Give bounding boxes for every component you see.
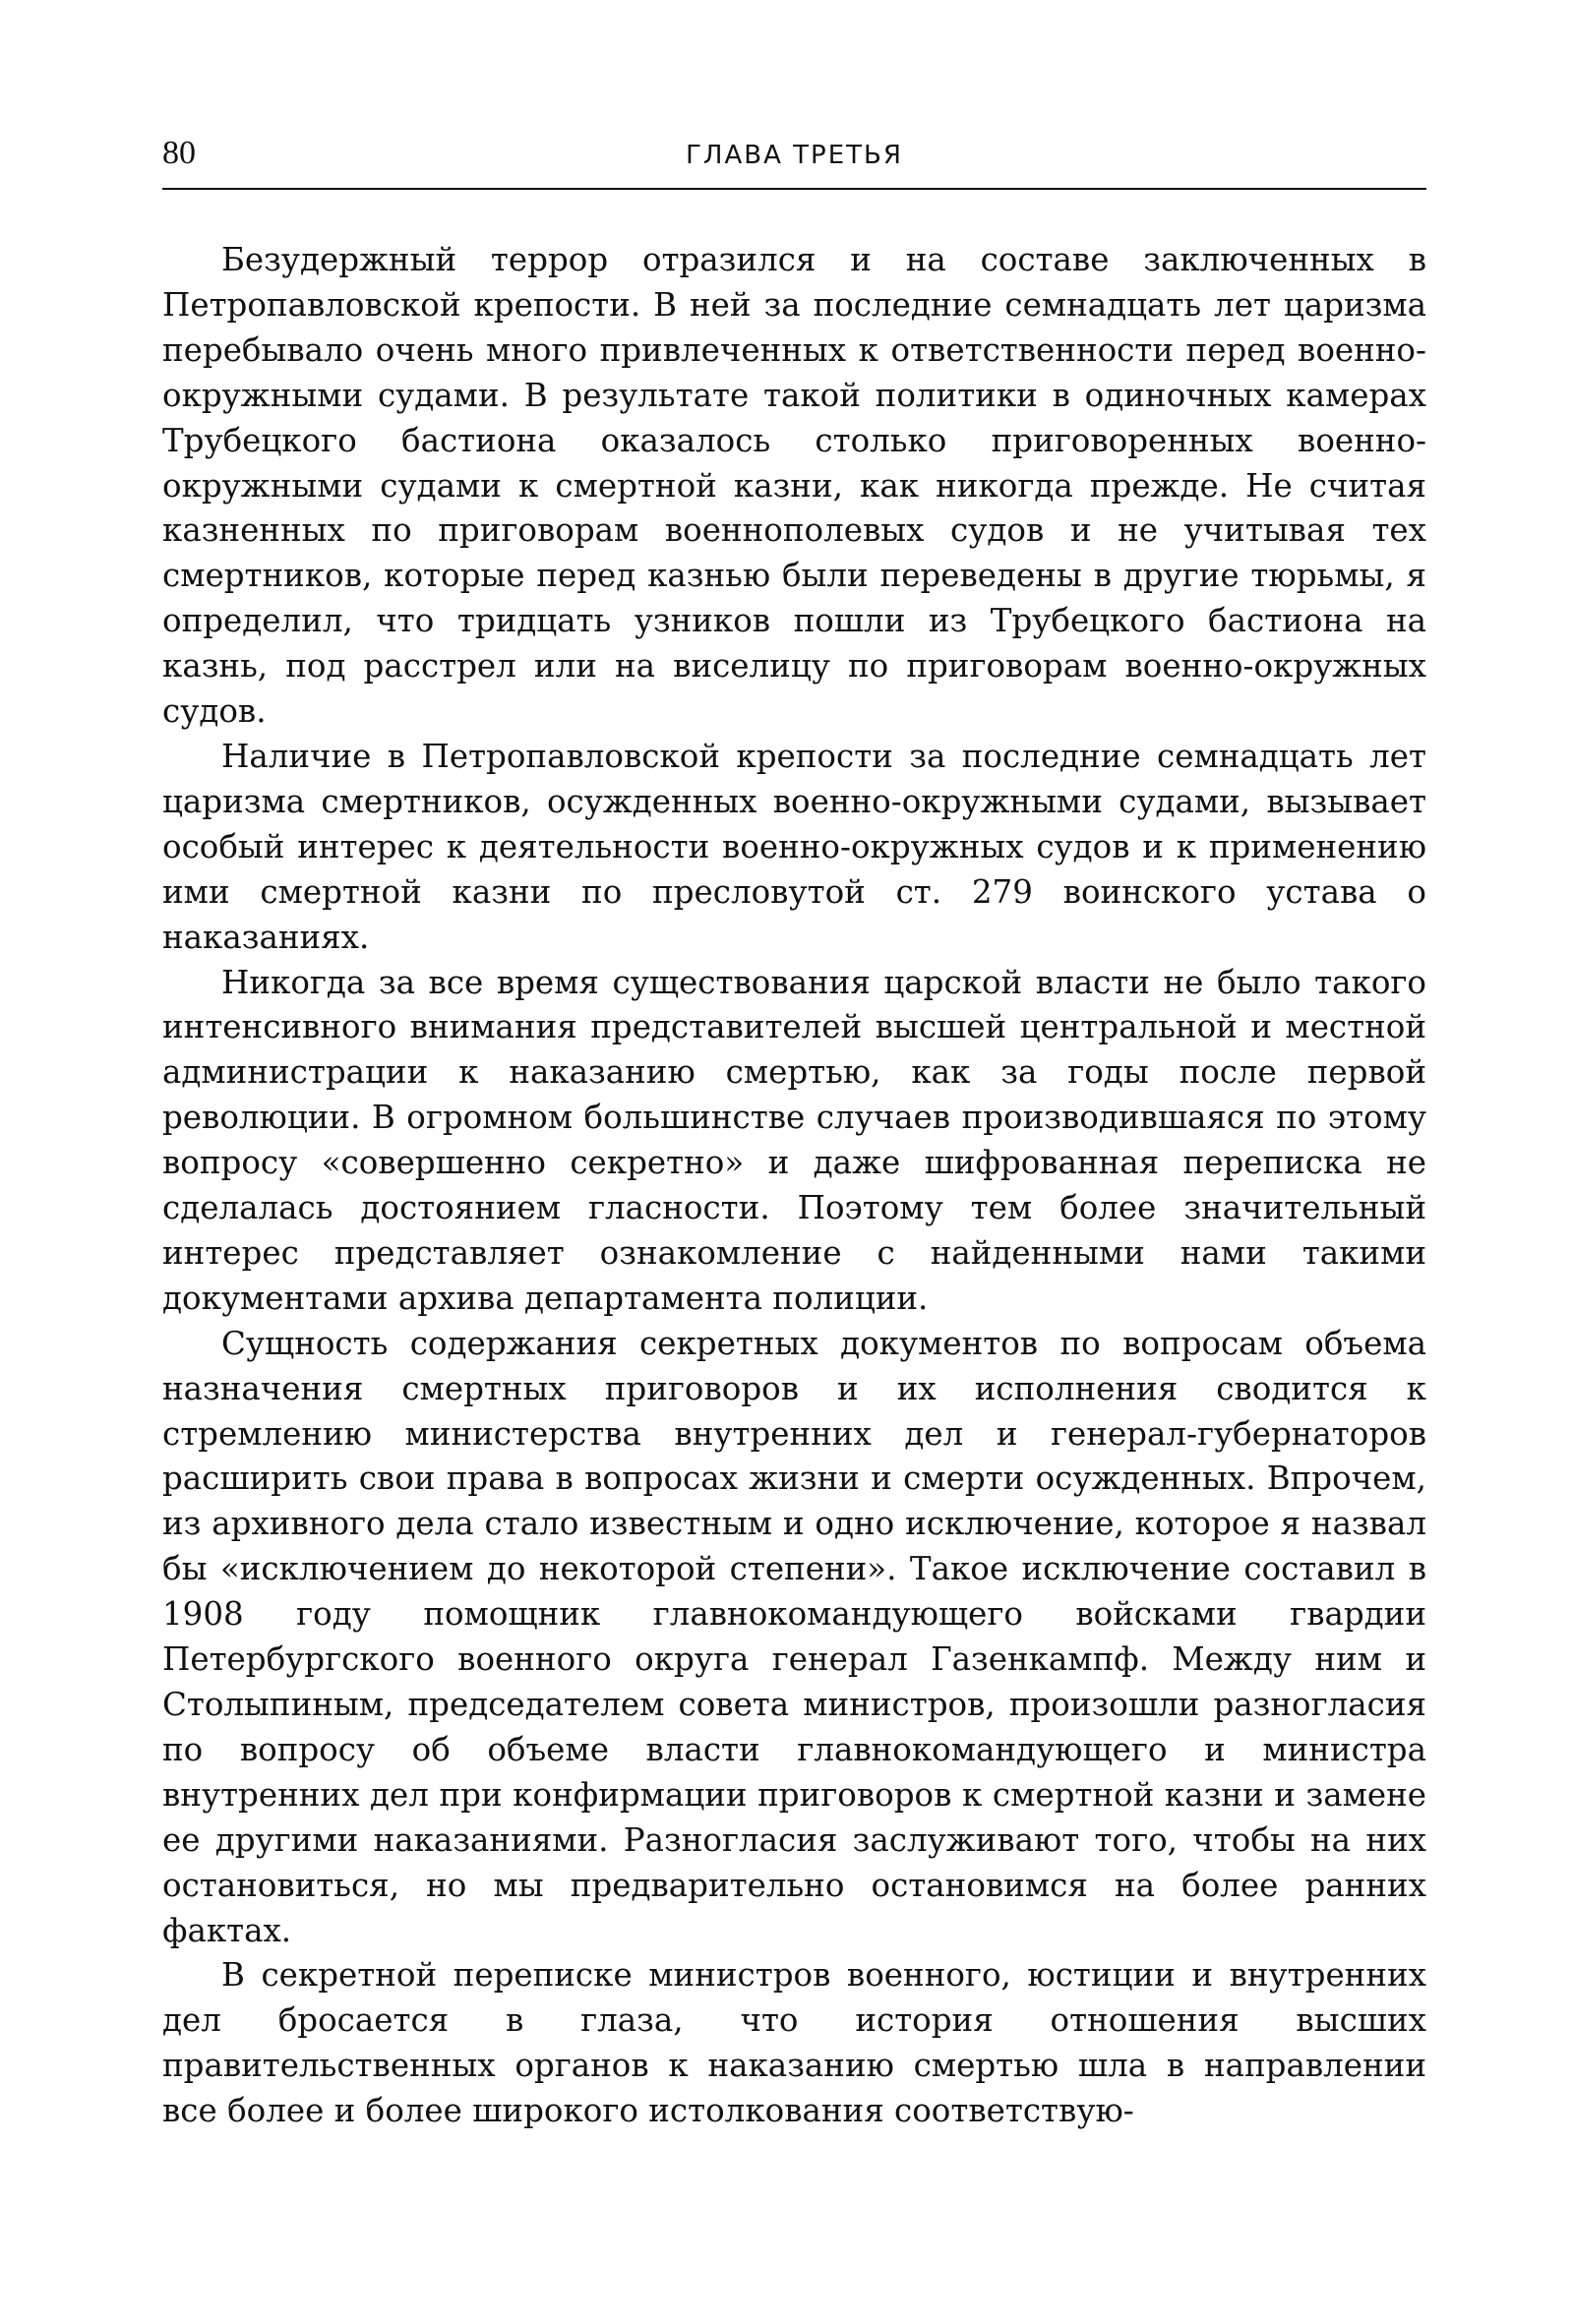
page-number: 80: [162, 135, 196, 171]
paragraph-1: Безудержный террор отразился и на составе заключенных в Петропавловской крепости. В ней за последние семнадцать лет царизма перебывало очень много привлеченных к ответственности перед военно-окружными судами. В результате такой политики в одиночных камерах Трубецкого бастиона оказалось столько приговоренных военно-окружными судами к смертной казни, как никогда прежде. Не считая казненных по приговорам военнополевых судов и не учитывая тех смертников, которые перед казнью были переведены в другие тюрьмы, я определил, что тридцать узников пошли из Трубецкого бастиона на казнь, под расстрел или на виселицу по приговорам военно-окружных судов.: [162, 241, 1426, 731]
page-header: [162, 133, 1426, 190]
body-text: [162, 238, 1426, 2134]
paragraph-5: В секретной переписке министров военного, юстиции и внутренних дел бросается в глаза, что история отношения высших правительственных органов к наказанию смертью шла в направлении все более и более широкого истолкования соответствую-: [162, 1956, 1426, 2130]
running-title: ГЛАВА ТРЕТЬЯ: [686, 141, 903, 170]
paragraph-3: Никогда за все время существования царской власти не было такого интенсивного внимания представителей высшей центральной и местной администрации к наказанию смертью, как за годы после первой революции. В огромном большинстве случаев производившаяся по этому вопросу «совершенно секретно» и даже шифрованная переписка не сделалась достоянием гласности. Поэтому тем более значительный интерес представляет ознакомление с найденными нами такими документами архива департамента полиции.: [162, 963, 1426, 1317]
paragraph-2: Наличие в Петропавловской крепости за последние семнадцать лет царизма смертников, осужденных военно-окружными судами, вызывает особый интерес к деятельности военно-окружных судов и к применению ими смертной казни по пресловутой ст. 279 воинского устава о наказаниях.: [162, 737, 1426, 956]
paragraph-4: Сущность содержания секретных документов по вопросам объема назначения смертных приговоров и их исполнения сводится к стремлению министерства внутренних дел и генерал-губернаторов расширить свои права в вопросах жизни и смерти осужденных. Впрочем, из архивного дела стало известным и одно исключение, которое я назвал бы «исключением до некоторой степени». Такое исключение составил в 1908 году помощник главнокомандующего войсками гвардии Петербургского военного округа генерал Газенкампф. Между ним и Столыпиным, председателем совета министров, произошли разногласия по вопросу об объеме власти главнокомандующего и министра внутренних дел при конфирмации приговоров к смертной казни и замене ее другими наказаниями. Разногласия заслуживают того, чтобы на них остановиться, но мы предварительно остановимся на более ранних фактах.: [162, 1324, 1426, 1949]
